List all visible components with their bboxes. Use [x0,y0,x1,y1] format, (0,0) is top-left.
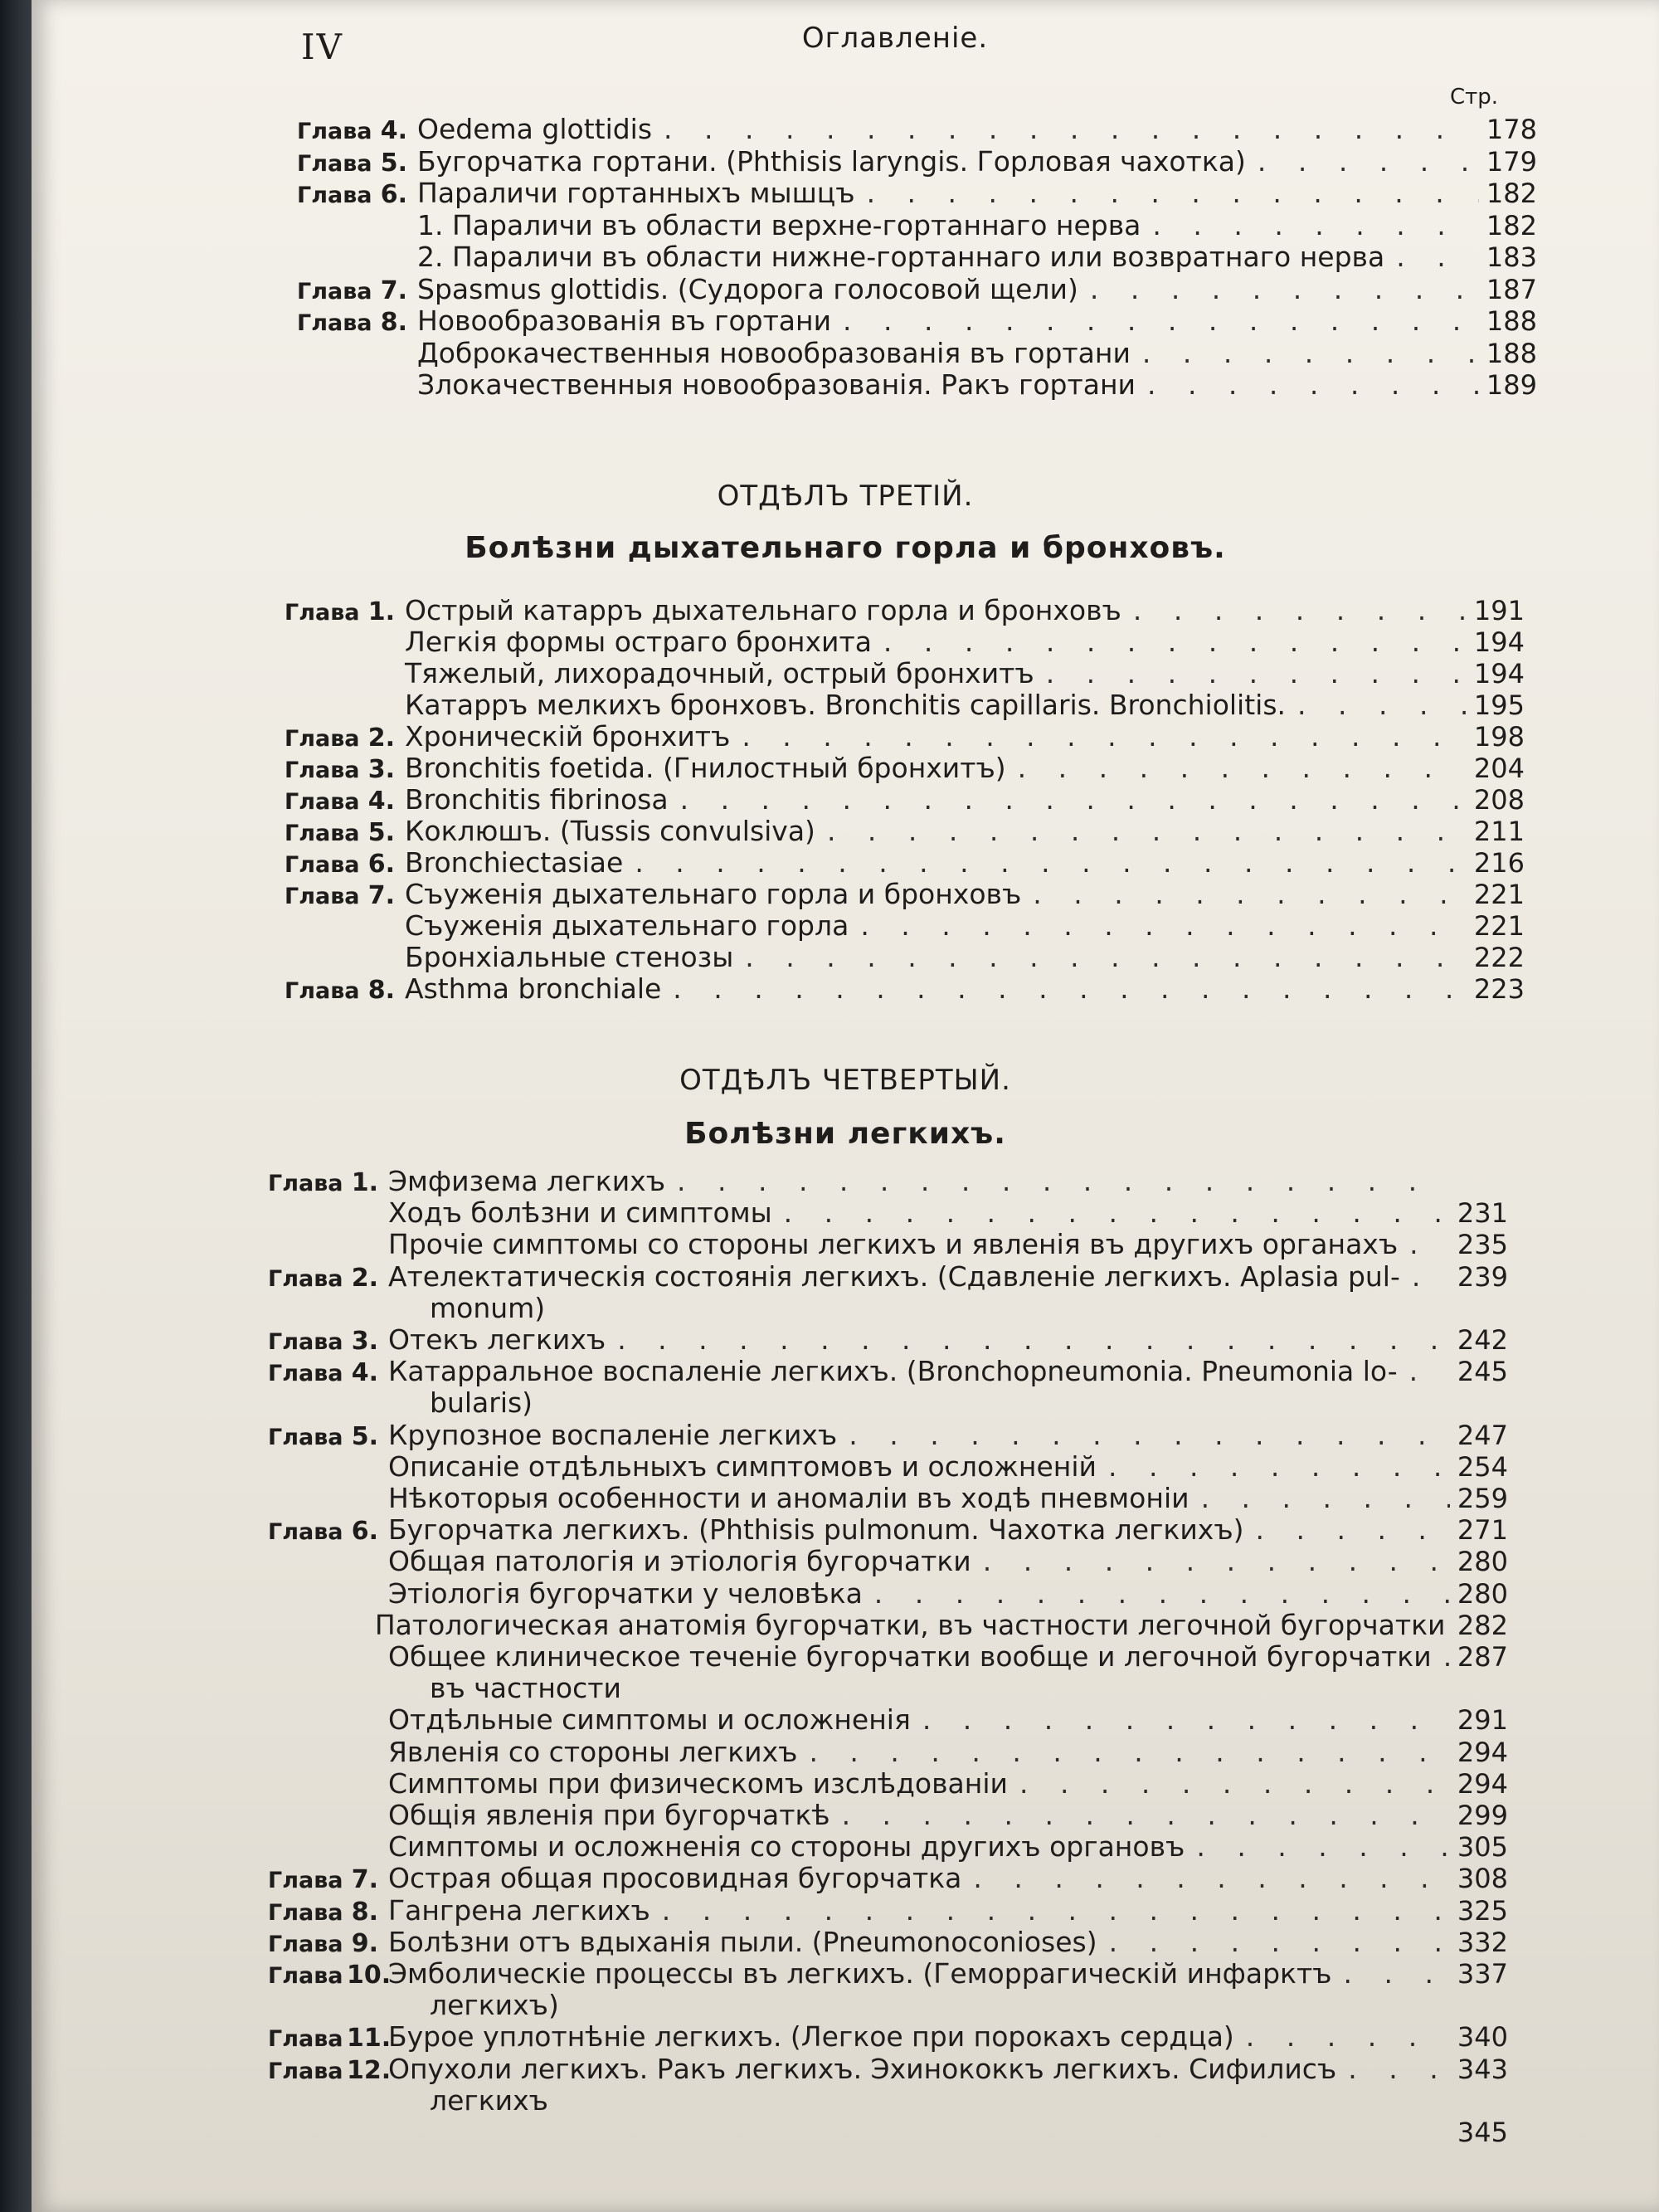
chapter-number: 5. [380,148,407,178]
entry-title: Эмфизема легкихъ [388,1165,666,1197]
toc-entry [268,1926,1508,1957]
toc-entry [297,177,1537,208]
page-ref: 211 [1473,816,1525,847]
entry-title: Явленія со стороны легкихъ [388,1735,798,1768]
chapter-label: Глава [285,821,360,846]
chapter-number: 9. [351,1928,378,1958]
page-ref: 305 [1457,1831,1508,1864]
page-ref: 235 [1457,1229,1508,1261]
entry-title: 2. Параличи въ области нижне-гортаннаго или возвратнаго нерва [417,241,1385,273]
entry-title: легкихъ [430,2083,548,2117]
page-ref: 239 [1457,1260,1508,1293]
page-ref: 194 [1473,658,1525,689]
entry-title: Нѣкоторыя особенности и аномаліи въ ходѣ пневмоніи [388,1482,1190,1514]
page-ref: 325 [1457,1894,1508,1927]
toc-entry [268,1957,1508,1989]
chapter-label: Глава [268,1868,343,1894]
toc-entry [268,1609,1508,1640]
chapter-number: 3. [351,1327,378,1356]
entry-title: Бурое уплотнѣніе легкихъ. (Легкое при порокахъ сердца) [388,2020,1234,2054]
dot-leader [606,1323,1450,1356]
dot-leader [733,941,1467,973]
entry-title: Тяжелый, лихорадочный, острый бронхитъ [405,657,1034,689]
chapter-number: 4. [380,116,407,145]
section-4-title: Болѣзни легкихъ. [684,1117,1006,1151]
dot-leader [1398,1228,1450,1260]
dot-leader [1398,1355,1450,1387]
chapter-label: Глава [268,2026,343,2053]
toc-entry [268,1989,1508,2020]
entry-title: Болѣзни отъ вдыханія пыли. (Pneumonoconioses) [388,1925,1097,1958]
entry-title: Общая патологія и этіологія бугорчатки [388,1545,971,1578]
page-ref: 188 [1486,305,1537,337]
dot-leader [730,720,1467,753]
dot-leader [1021,878,1467,910]
page-ref: 299 [1457,1800,1508,1831]
page-ref: 242 [1457,1324,1508,1356]
toc-entry [268,1736,1508,1767]
chapter-label: Глава [297,119,372,144]
dot-leader [1432,1640,1450,1673]
chapter-label: Глава [268,1424,343,1450]
entry-title: bularis) [430,1386,533,1420]
page-ref: 343 [1457,2053,1508,2085]
entry-title: Oedema glottidis [417,113,653,145]
page-ref: 294 [1457,1736,1508,1768]
entry-title: Ателектатическія состоянія легкихъ. (Сдавленіе легкихъ. Aplasia pul- [388,1259,1400,1293]
dot-leader [623,846,1467,879]
entry-title: Параличи гортанныхъ мышцъ [417,177,855,209]
toc-entry [285,720,1525,752]
page-ref: 345 [1457,2117,1508,2148]
toc-entry [268,1355,1508,1386]
toc-entry [285,878,1525,909]
entry-title: monum) [430,1291,546,1324]
dot-leader [831,305,1479,337]
entry-title: Spasmus glottidis. (Судорога голосовой щели) [417,272,1078,305]
dot-leader [830,1799,1450,1831]
dot-leader [1336,2053,1450,2085]
section-3-heading: ОТДѢЛЪ ТРЕТІЙ. [717,480,974,513]
toc-entry [297,368,1537,400]
entry-title: Катарръ мелкихъ бронховъ. Bronchitis capillaris. Bronchiolitis. [405,689,1287,721]
dot-leader [1131,337,1479,369]
page-ref: 271 [1457,1514,1508,1547]
page-number: IV [301,27,343,67]
page-ref: 179 [1486,145,1537,178]
toc-entry [268,2053,1508,2084]
entry-title: Bronchitis fibrinosa [405,783,669,816]
dot-leader [1141,209,1479,241]
chapter-label: Глава [285,758,360,783]
toc-entry [268,1419,1508,1450]
entry-title: Bronchiectasiae [405,846,624,879]
chapter-label: Глава [285,852,360,878]
section-4-heading: ОТДѢЛЪ ЧЕТВЕРТЫЙ. [679,1064,1011,1097]
dot-leader [1185,1830,1450,1863]
toc-entry [268,1450,1508,1482]
dot-leader [961,1862,1450,1894]
toc-entry [268,1799,1508,1830]
page-ref: 259 [1457,1483,1508,1514]
page-ref: 198 [1473,721,1525,753]
toc-entry [268,1386,1508,1418]
toc-entry [285,972,1525,1004]
dot-leader [661,972,1467,1005]
toc-entry [268,1292,1508,1323]
entry-title: Съуженія дыхательнаго горла [405,909,849,942]
toc-entry [297,113,1537,144]
chapter-label: Глава [285,789,360,815]
chapter-number: 5. [367,818,395,847]
toc-entry [297,241,1537,272]
entry-title: Патологическая анатомія бугорчатки, въ частности легочной бугорчатки [374,1608,1446,1641]
entry-title: Легкія формы остраго бронхита [405,626,872,658]
chapter-label: Глава [268,2058,343,2084]
toc-entry [268,1323,1508,1355]
book-spine [0,0,35,2212]
toc-entry [285,626,1525,657]
page-ref: 194 [1473,626,1525,658]
toc-entry [268,1640,1508,1672]
chapter-number: 6. [351,1517,378,1547]
page-ref: 221 [1473,910,1525,942]
toc-entry [268,1894,1508,1926]
entry-title: Симптомы и осложненія со стороны другихъ органовъ [388,1830,1185,1864]
page-ref: 291 [1457,1704,1508,1737]
page-ref: 282 [1457,1609,1508,1641]
chapter-number: 7. [367,881,395,910]
entry-title: Отдѣльные симптомы и осложненія [388,1703,911,1737]
chapter-number: 2. [367,724,395,753]
dot-leader [1244,1513,1450,1546]
chapter-number: 10. [347,1961,392,1990]
page-ref: 182 [1486,178,1537,209]
chapter-number: 1. [351,1168,378,1197]
page-ref: 223 [1473,973,1525,1005]
dot-leader [1384,241,1479,273]
page-ref: 182 [1486,209,1537,241]
page-ref: 280 [1457,1546,1508,1578]
entry-title: Новообразованія въ гортани [417,305,832,337]
page-ref: 247 [1457,1419,1508,1451]
dot-leader [1286,689,1467,721]
toc-entry [297,305,1537,336]
entry-title: Bronchitis foetida. (Гнилостный бронхитъ) [405,752,1006,784]
entry-title: Доброкачественныя новообразованія въ гортани [417,336,1131,369]
entry-title: Общія явленія при бугорчаткѣ [388,1799,830,1831]
toc-entry [297,337,1537,368]
page-ref: 337 [1457,1958,1508,1990]
page-ref: 287 [1457,1641,1508,1673]
dot-leader [1034,657,1467,689]
toc-entry [268,1228,1508,1259]
toc-entry [285,594,1525,626]
entry-title: Острый катарръ дыхательнаго горла и бронховъ [405,594,1121,626]
chapter-number: 4. [351,1358,378,1388]
toc-entry [268,1577,1508,1609]
dot-leader [1332,1957,1450,1990]
chapter-number: 7. [380,275,407,305]
dot-leader [837,1419,1450,1451]
entry-title: Катарральное воспаленіе легкихъ. (Bronchopneumonia. Pneumonia lo- [388,1355,1398,1388]
dot-leader [815,815,1467,847]
entry-title: Злокачественныя новообразованія. Ракъ гортани [417,368,1136,401]
chapter-number: 12. [347,2055,392,2085]
section-3-title: Болѣзни дыхательнаго горла и бронховъ. [465,531,1226,565]
dot-leader [650,1894,1450,1927]
chapter-label: Глава [268,1963,343,1989]
entry-title: Бугорчатка гортани. (Phthisis laryngis. Горловая чахотка) [417,144,1246,178]
toc-entry [297,273,1537,305]
chapter-label: Глава [268,1171,343,1196]
entry-title: Бронхіальные стенозы [405,941,734,973]
toc-entry [268,1862,1508,1893]
chapter-number: 7. [351,1865,378,1895]
entry-title: Эмболическіе процессы въ легкихъ. (Геморрагическій инфарктъ [388,1957,1332,1990]
toc-entry [285,909,1525,941]
chapter-number: 1. [367,597,395,626]
page-ref: 204 [1473,753,1525,784]
chapter-label: Глава [268,1931,343,1957]
dot-leader [1234,2020,1450,2053]
toc-entry [268,1703,1508,1735]
dot-leader [1400,1260,1450,1293]
chapter-number: 11. [347,2024,392,2054]
page-ref: 280 [1457,1577,1508,1610]
chapter-number: 3. [367,755,395,784]
toc-entry [285,941,1525,972]
dot-leader [772,1196,1450,1229]
toc-entry [268,2020,1508,2052]
chapter-number: 8. [367,976,395,1005]
toc-entry [268,1513,1508,1545]
toc-entry [268,1767,1508,1799]
page-ref: 195 [1473,689,1525,721]
toc-entry [268,1830,1508,1862]
chapter-label: Глава [297,183,372,208]
toc-entry [268,1482,1508,1513]
entry-title: Хроническій бронхитъ [405,720,731,753]
toc-entry [268,1196,1508,1228]
entry-title: Съуженія дыхательнаго горла и бронховъ [405,878,1022,910]
toc-entry [268,1165,1508,1196]
page-ref: 183 [1486,241,1537,273]
toc-entry [297,209,1537,241]
running-head: Оглавленіе. [801,22,989,55]
chapter-label: Глава [268,1361,343,1387]
toc-entry [285,752,1525,783]
page-ref: 189 [1486,369,1537,401]
toc-entry [268,1260,1508,1292]
page-ref: 222 [1473,942,1525,973]
toc-entry [297,145,1537,177]
page-ref: 254 [1457,1450,1508,1483]
entry-title: Симптомы при физическомъ изслѣдованіи [388,1766,1008,1800]
chapter-number: 6. [367,850,395,879]
dot-leader [669,783,1467,816]
entry-title: Гангрена легкихъ [388,1893,650,1927]
entry-title: 1. Параличи въ области верхне-гортаннаго нерва [417,208,1141,241]
page-ref: 231 [1457,1197,1508,1230]
book-page [32,0,1659,2212]
toc-entry [285,657,1525,689]
page-ref: 188 [1486,337,1537,369]
dot-leader [971,1545,1450,1577]
dot-leader [1190,1482,1450,1514]
page-ref: 187 [1486,273,1537,305]
toc-entry [285,689,1525,720]
entry-title: Опухоли легкихъ. Ракъ легкихъ. Эхинококкъ легкихъ. Сифилисъ [388,2052,1337,2085]
page-ref: 294 [1457,1767,1508,1800]
toc-entry [285,846,1525,878]
dot-leader [1008,1767,1450,1800]
entry-title: Ходъ болѣзни и симптомы [388,1196,772,1230]
dot-leader [1121,594,1467,626]
page-ref: 332 [1457,1926,1508,1958]
entry-title: Этіологія бугорчатки у человѣка [388,1576,863,1610]
entry-title: Бугорчатка легкихъ. (Phthisis pulmonum. Чахотка легкихъ) [388,1513,1244,1547]
page-column-label: Стр. [1450,85,1499,110]
chapter-label: Глава [297,278,372,305]
dot-leader [1246,145,1479,178]
chapter-label: Глава [297,150,372,177]
dot-leader [1097,1926,1450,1958]
toc-entry [268,2084,1508,2116]
entry-title: въ частности [430,1672,621,1705]
page-ref: 308 [1457,1863,1508,1895]
dot-leader [652,113,1479,145]
entry-title: легкихъ) [430,1989,559,2022]
chapter-number: 8. [380,308,407,337]
dot-leader [665,1165,1450,1197]
dot-leader [1097,1450,1450,1483]
toc-entry [285,783,1525,815]
chapter-number: 2. [351,1263,378,1293]
dot-leader [1078,273,1479,305]
page-ref: 216 [1473,847,1525,879]
chapter-label: Глава [285,726,360,752]
dot-leader [1446,1609,1457,1641]
page-ref: 178 [1486,114,1537,145]
page-ref: 221 [1473,879,1525,910]
chapter-label: Глава [268,1899,343,1926]
entry-title: Коклюшъ. (Tussis convulsiva) [405,815,815,847]
entry-title: Asthma bronchiale [405,972,662,1005]
chapter-label: Глава [285,978,360,1004]
chapter-label: Глава [268,1329,343,1355]
dot-leader [849,909,1467,942]
chapter-number: 6. [380,180,407,209]
dot-leader [872,626,1467,658]
toc-entry [268,1545,1508,1576]
chapter-label: Глава [285,600,360,626]
page-ref: 191 [1473,595,1525,626]
chapter-number: 4. [367,787,395,816]
chapter-label: Глава [268,1265,343,1292]
toc-entry [268,2116,1508,2147]
entry-title: Отекъ легкихъ [388,1323,606,1356]
page-ref: 340 [1457,2021,1508,2054]
page-ref: 245 [1457,1356,1508,1388]
entry-title: Острая общая просовидная бугорчатка [388,1862,962,1895]
chapter-label: Глава [268,1519,343,1546]
chapter-number: 5. [351,1421,378,1451]
entry-title: Описаніе отдѣльныхъ симптомовъ и осложненій [388,1449,1097,1483]
toc-entry [268,1672,1508,1703]
dot-leader [855,177,1479,209]
toc-entry [285,815,1525,846]
chapter-number: 8. [351,1897,378,1927]
dot-leader [797,1736,1450,1768]
chapter-label: Глава [285,884,360,909]
page-ref: 208 [1473,784,1525,816]
entry-title: Общее клиническое теченіе бугорчатки вообще и легочной бугорчатки [388,1640,1432,1673]
dot-leader [1136,368,1479,401]
chapter-label: Глава [297,310,372,336]
dot-leader [911,1703,1450,1736]
entry-title: Крупозное воспаленіе легкихъ [388,1418,838,1451]
entry-title: Прочіе симптомы со стороны легкихъ и явленія въ другихъ органахъ [388,1228,1399,1261]
dot-leader [1006,752,1467,784]
dot-leader [863,1577,1450,1610]
